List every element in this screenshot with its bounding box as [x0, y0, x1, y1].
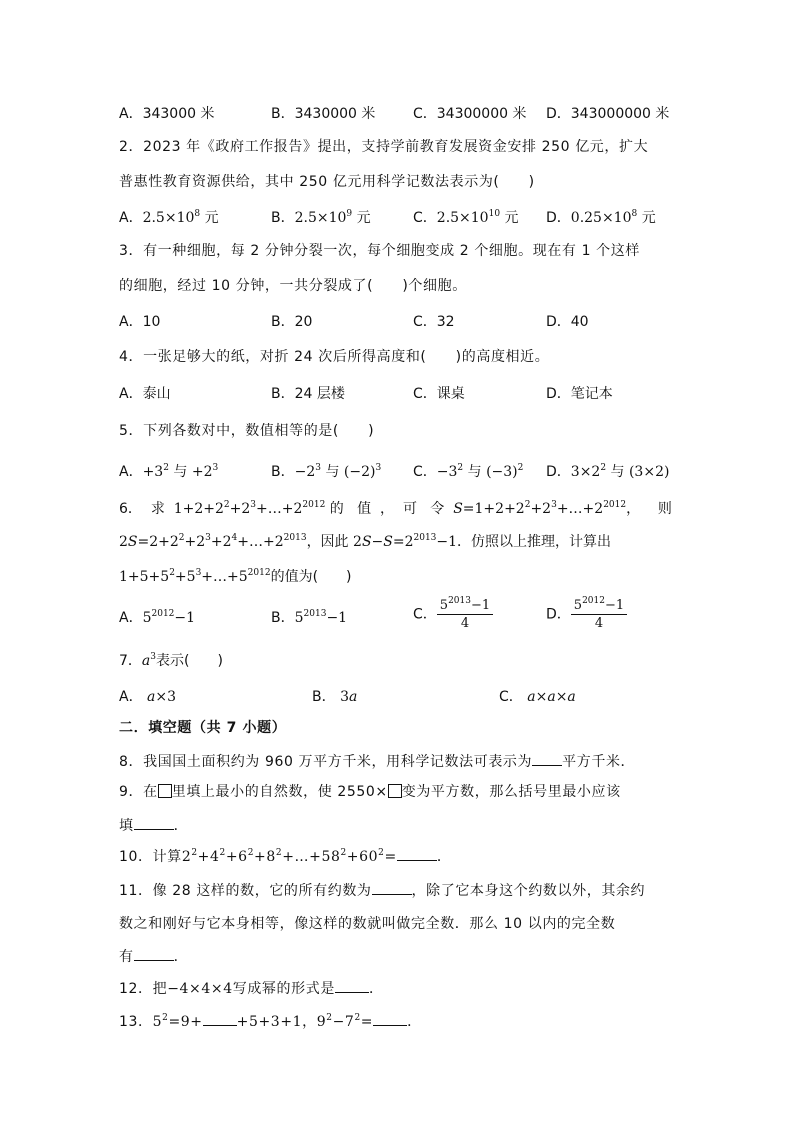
q3-option-d: D．40 — [546, 314, 589, 330]
q1-option-b: B．3430000 米 — [271, 106, 376, 122]
q11-text-line2: 数之和刚好与它本身相等，像这样的数就叫做完全数．那么 10 以内的完全数 — [119, 916, 616, 932]
q2-text-line2: 普惠性教育资源供给，其中 250 亿元用科学记数法表示为( ) — [119, 174, 535, 190]
q6-option-a: A．$5^{2012}-1$ — [119, 609, 196, 626]
q6-text-line1: 6． 求 $1+2+2^2+2^3+\dots+2^{2012}$ 的 值 ， 可 令 $S=1+2+2^2+2^3+\dots+2^{2012}$， 则 — [119, 500, 672, 517]
q3-text-line1: 3．有一种细胞，每 2 分钟分裂一次，每个细胞变成 2 个细胞。现在有 1 个这样 — [119, 243, 640, 259]
q2-option-a: A．$2.5\times 10^8$ 元 — [119, 209, 219, 226]
q3-text-line2: 的细胞，经过 10 分钟，一共分裂成了( )个细胞。 — [119, 278, 467, 294]
q6-text-line3: $1+5+5^2+5^3+\dots+5^{2012}$的值为( ) — [119, 568, 352, 585]
q1-option-d: D．343000000 米 — [546, 106, 670, 122]
q3-option-a: A．10 — [119, 314, 161, 330]
q4-text: 4．一张足够大的纸，对折 24 次后所得高度和( )的高度相近。 — [119, 349, 550, 365]
q4-option-b: B．24 层楼 — [271, 386, 345, 402]
q9-answer-blank[interactable] — [134, 817, 174, 830]
q13-blank-2[interactable] — [373, 1013, 407, 1026]
q4-option-d: D．笔记本 — [546, 386, 613, 402]
q6-option-b: B．$5^{2013}-1$ — [271, 609, 348, 626]
q3-option-b: B．20 — [271, 314, 313, 330]
q11-text-line3: 有 ． — [119, 949, 189, 965]
q11-text-line1: 11．像 28 这样的数，它的所有约数为 ，除了它本身这个约数以外，其余约 — [119, 883, 646, 899]
q4-option-c: C．课桌 — [413, 386, 465, 402]
q13-text: 13．$5^2=9+ +5+3+1$，$9^2-7^2=$ ． — [119, 1013, 422, 1030]
q7-text: 7．$a^3$表示( ) — [119, 652, 223, 669]
q5-option-c: C．$-3^2$ 与 $(-3)^2$ — [413, 463, 524, 480]
q4-option-a: A．泰山 — [119, 386, 171, 402]
q12-text: 12．把−4×4×4写成幂的形式是 ． — [119, 981, 384, 997]
q6-text-line2: $2S=2+2^2+2^3+2^4+\dots+2^{2013}$，因此 $2S-S=2^{2013}-1$．仿照以上推理，计算出 — [119, 533, 612, 550]
q1-option-a: A．343000 米 — [119, 106, 215, 122]
q3-option-c: C．32 — [413, 314, 455, 330]
q10-text: 10．计算$2^2+4^2+6^2+8^2+\dots+58^2+60^2=$ ． — [119, 848, 452, 865]
q5-text: 5．下列各数对中，数值相等的是( ) — [119, 423, 375, 439]
q2-text-line1: 2．2023 年《政府工作报告》提出，支持学前教育发展资金安排 250 亿元，扩大 — [119, 139, 649, 155]
q5-option-a: A．$+3^2$ 与 $+2^3$ — [119, 463, 219, 480]
q1-option-c: C．34300000 米 — [413, 106, 527, 122]
q2-option-b: B．$2.5\times 10^9$ 元 — [271, 209, 371, 226]
q9-text-line1: 9．在 里填上最小的自然数，使 2550× 变为平方数，那么括号里最小应该 — [119, 784, 621, 800]
q11-divisors-blank[interactable] — [372, 882, 412, 895]
square-box-icon — [158, 784, 172, 798]
q6-option-d: D． $\frac{5^{2012}-1}{4}$ — [546, 598, 627, 631]
square-box-icon — [388, 784, 402, 798]
q6-option-c: C． $\frac{5^{2013}-1}{4}$ — [413, 598, 493, 631]
q9-text-line2: 填 ． — [119, 818, 189, 834]
q11-answer-blank[interactable] — [134, 948, 174, 961]
q2-option-c: C．$2.5\times 10^{10}$ 元 — [413, 209, 519, 226]
q7-option-a: A． a×3 — [119, 689, 177, 705]
q2-option-d: D．$0.25\times 10^8$ 元 — [546, 209, 656, 226]
q8-text: 8．我国国土面积约为 960 万平方千米，用科学记数法可表示为 平方千米． — [119, 754, 636, 770]
q7-option-c: C． a×a×a — [499, 689, 576, 705]
section-heading-fill-in: 二．填空题（共 7 小题） — [119, 720, 287, 736]
q10-answer-blank[interactable] — [397, 848, 437, 861]
q8-answer-blank[interactable] — [532, 753, 562, 766]
q5-option-d: D．$3\times 2^2$ 与 (3×2) — [546, 463, 670, 480]
q12-answer-blank[interactable] — [335, 980, 369, 993]
q5-option-b: B．$-2^3$ 与 $(-2)^3$ — [271, 463, 382, 480]
q7-option-b: B． 3a — [312, 689, 358, 705]
q13-blank-1[interactable] — [203, 1013, 237, 1026]
